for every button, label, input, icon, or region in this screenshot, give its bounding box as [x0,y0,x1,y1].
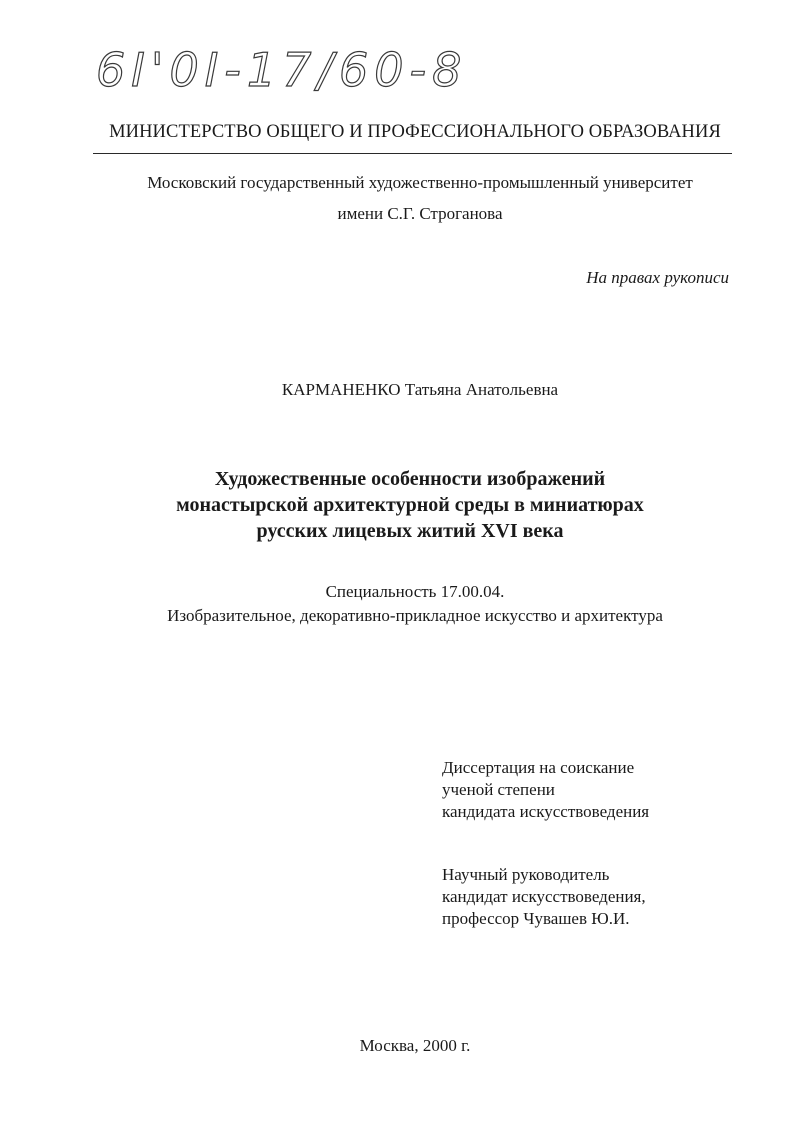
handwritten-archive-mark [92,28,512,118]
supervisor-block [442,864,646,930]
title-line: русских лицевых житий XVI века [256,520,564,542]
university-named-after: имени С.Г. Строганова [337,204,503,223]
specialty-code: Специальность 17.00.04. [325,582,505,601]
place-and-year: Москва, 2000 г. [359,1036,471,1055]
dissertation-title [60,466,760,544]
specialty-name: Изобразительное, декоративно-прикладное искусство и архитектура [167,606,663,625]
title-line: Художественные особенности изображений [214,468,606,490]
dissertation-degree-block [442,757,649,823]
title-line: монастырской архитектурной среды в миниатюрах [176,494,644,516]
degree-line: кандидата искусствоведения [442,802,650,821]
degree-line: ученой степени [442,780,555,799]
author-name: КАРМАНЕНКО Татьяна Анатольевна [281,380,559,399]
supervisor-line: Научный руководитель [442,865,610,884]
supervisor-line: профессор Чувашев Ю.И. [442,909,630,928]
handwritten-mark-drawing [92,28,512,118]
degree-line: Диссертация на соискание [442,758,635,777]
university-name: Московский государственный художественно-промышленный университет [147,173,693,192]
specialty-block [60,580,770,628]
ministry-heading: МИНИСТЕРСТВО ОБЩЕГО И ПРОФЕССИОНАЛЬНОГО ОБРАЗОВАНИЯ [109,122,721,142]
supervisor-line: кандидат искусствоведения, [442,887,646,906]
manuscript-rights-note: На правах рукописи [586,268,729,287]
header-divider [93,153,732,154]
handwritten-mark-text: 6I'0I-17/60-8 [96,43,468,97]
